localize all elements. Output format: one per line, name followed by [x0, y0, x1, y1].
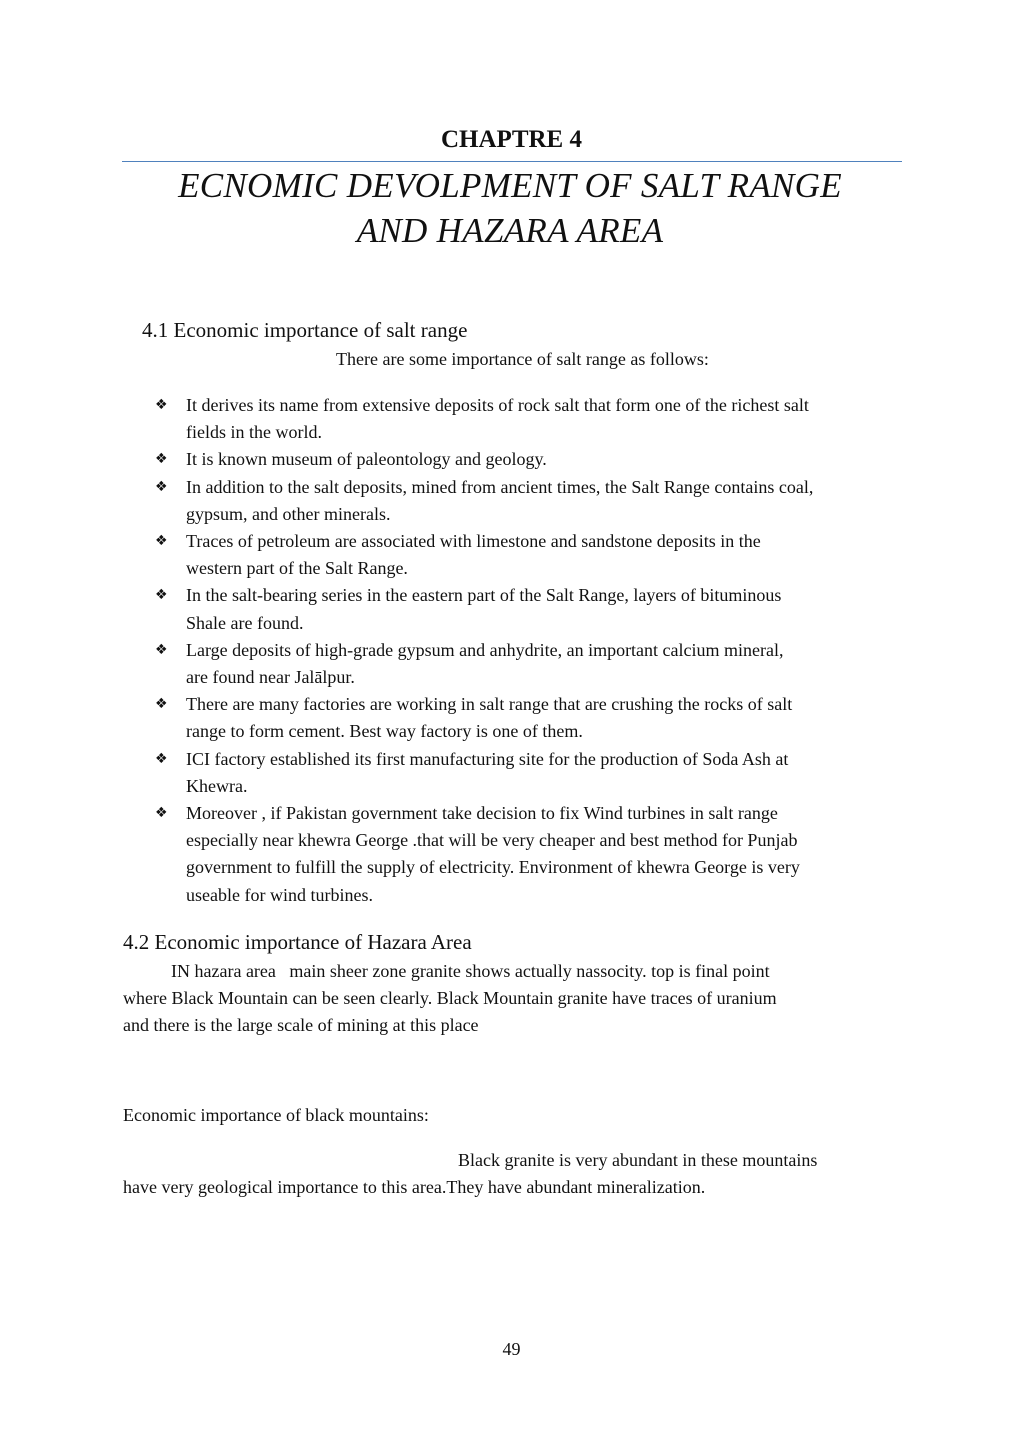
salt-range-bullet-list — [155, 392, 900, 909]
section-heading-salt-range: 4.1 Economic importance of salt range — [142, 318, 468, 342]
diamond-quad-bullet-icon: ❖ — [155, 641, 168, 658]
black-mountains-heading: Economic importance of black mountains: — [123, 1105, 429, 1125]
paragraph-line: IN hazara area main sheer zone granite shows actually nassocity. top is final point — [171, 961, 770, 981]
paragraph-line: where Black Mountain can be seen clearly. Black Mountain granite have traces of uranium — [123, 988, 777, 1009]
list-item-line: useable for wind turbines. — [186, 884, 373, 905]
page-number: 49 — [502, 1339, 521, 1359]
list-item-line: Moreover , if Pakistan government take decision to fix Wind turbines in salt range — [186, 803, 778, 824]
chapter-title-line-2: AND HAZARA AREA — [356, 211, 664, 250]
diamond-quad-bullet-icon: ❖ — [155, 478, 168, 495]
list-item-line: Shale are found. — [186, 612, 304, 633]
list-item — [155, 528, 900, 582]
black-mountains-paragraph — [123, 1147, 883, 1201]
chapter-title-line-1: ECNOMIC DEVOLPMENT OF SALT RANGE — [178, 166, 842, 205]
list-item — [155, 746, 900, 800]
list-item-line: It derives its name from extensive deposits of rock salt that form one of the richest salt — [186, 395, 809, 415]
list-item-line: There are many factories are working in salt range that are crushing the rocks of salt — [186, 694, 793, 715]
list-item — [155, 691, 900, 745]
list-item-line: Khewra. — [186, 775, 248, 796]
list-item-line: In addition to the salt deposits, mined from ancient times, the Salt Range contains coal, — [186, 476, 814, 497]
hazara-paragraph — [123, 958, 883, 1040]
title-divider — [122, 161, 902, 162]
section-heading-hazara-area: 4.2 Economic importance of Hazara Area — [123, 930, 472, 954]
list-item — [155, 474, 900, 528]
list-item-line: western part of the Salt Range. — [186, 558, 408, 579]
list-item — [155, 637, 900, 691]
chapter-label: CHAPTRE 4 — [441, 126, 582, 153]
diamond-quad-bullet-icon: ❖ — [155, 750, 168, 767]
list-item — [155, 392, 900, 446]
diamond-quad-bullet-icon: ❖ — [155, 587, 168, 604]
list-item-line: are found near Jalālpur. — [186, 667, 355, 688]
diamond-quad-bullet-icon: ❖ — [155, 533, 168, 550]
list-item-line: Traces of petroleum are associated with limestone and sandstone deposits in the — [186, 531, 761, 552]
diamond-quad-bullet-icon: ❖ — [155, 696, 168, 713]
list-item-line: gypsum, and other minerals. — [186, 503, 391, 524]
list-item-line: It is known museum of paleontology and geology. — [186, 449, 547, 470]
list-item-line: government to fulfill the supply of electricity. Environment of khewra George is very — [186, 857, 800, 878]
list-item — [155, 582, 900, 636]
list-item-line: fields in the world. — [186, 422, 322, 443]
list-item-line: Large deposits of high-grade gypsum and anhydrite, an important calcium mineral, — [186, 639, 784, 660]
paragraph-line: and there is the large scale of mining at this place — [123, 1015, 479, 1036]
diamond-quad-bullet-icon: ❖ — [155, 805, 168, 822]
list-item-line: ICI factory established its first manufacturing site for the production of Soda Ash at — [186, 748, 789, 769]
list-item-line: In the salt-bearing series in the eastern part of the Salt Range, layers of bituminous — [186, 585, 782, 606]
diamond-quad-bullet-icon: ❖ — [155, 397, 168, 413]
paragraph-line: Black granite is very abundant in these mountains — [458, 1150, 818, 1170]
list-item — [155, 800, 900, 909]
list-item — [155, 446, 900, 473]
chapter-title — [110, 163, 910, 253]
list-item-line: range to form cement. Best way factory is one of them. — [186, 721, 583, 742]
diamond-quad-bullet-icon: ❖ — [155, 451, 168, 468]
paragraph-line: have very geological importance to this area.They have abundant mineralization. — [123, 1177, 706, 1198]
list-item-line: especially near khewra George .that will be very cheaper and best method for Punjab — [186, 830, 798, 851]
section-intro: There are some importance of salt range as follows: — [336, 349, 709, 369]
